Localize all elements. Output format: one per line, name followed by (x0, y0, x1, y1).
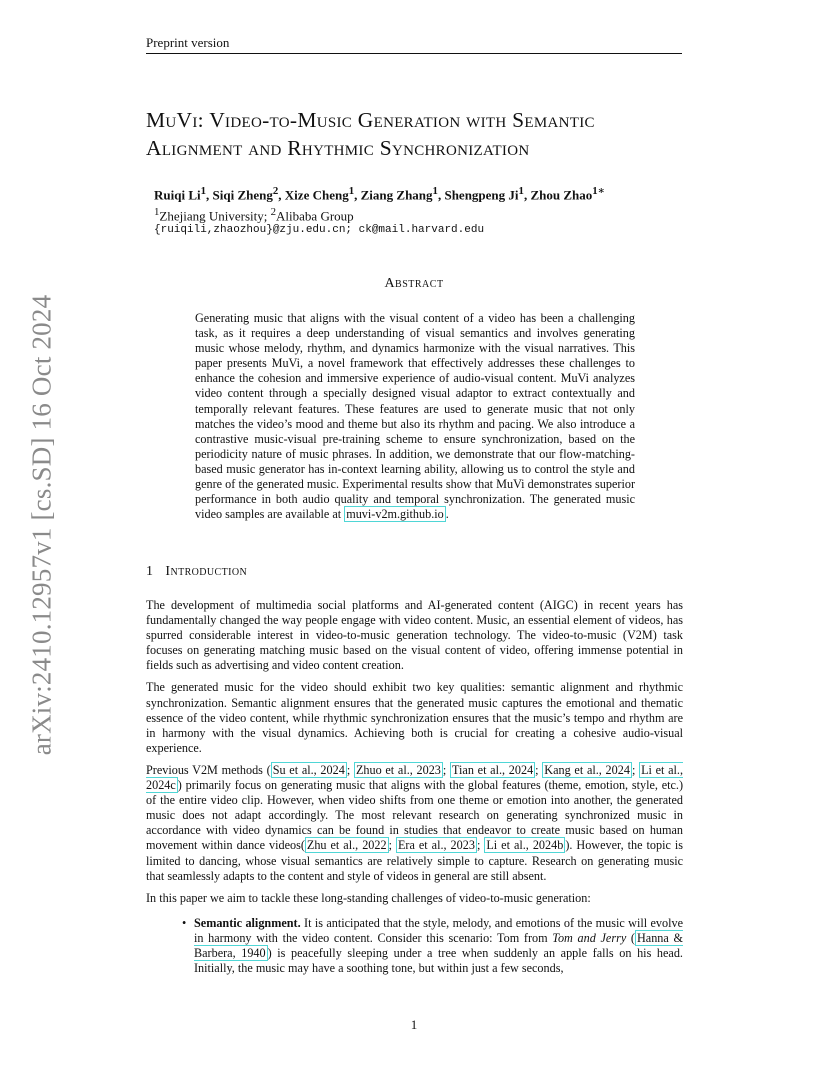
section-heading (146, 564, 247, 580)
bullet-label: Semantic alignment. (194, 915, 301, 930)
affil-mark: 2 (270, 206, 277, 218)
citation-separator: ; (476, 838, 485, 853)
affil-mark: 1 (154, 206, 160, 218)
citation-link[interactable]: Li et al., 2024b (486, 838, 564, 853)
author-affil-mark: 2 (272, 185, 279, 197)
section-body (146, 598, 683, 976)
author-affil-mark: 1∗ (592, 185, 606, 197)
section-title: Introduction (165, 564, 248, 579)
running-head: Preprint version (146, 35, 682, 54)
author-affil-mark: 1 (348, 185, 355, 197)
citation-link[interactable]: Zhuo et al., 2023 (355, 762, 441, 777)
bullet-text: ) is peacefully sleeping under a tree when suddenly an apple falls on his head. Initially, the music may have a soothing tone, but within just a few seconds, (194, 945, 683, 976)
section-number: 1 (146, 564, 154, 579)
paragraph (146, 763, 683, 884)
arxiv-stamp (22, 290, 62, 760)
bullet-text: ( (626, 930, 635, 945)
author-name: Ruiqi Li (154, 187, 201, 203)
author-name: Siqi Zheng (212, 187, 273, 203)
paragraph-text: ) primarily focus on generating music that aligns with the global features (theme, emotion, style, etc.) of the entire video clip. However, when video shifts from one theme or emotion into another, the generated music does not adapt accordingly. The most relevant research on generating synchronized music in accordance with video dynamics can be found in studies that endeavor to create music based on human movement within dance videos( (146, 778, 683, 853)
citation-link[interactable]: Era et al., 2023 (397, 838, 475, 853)
citation-link[interactable]: Su et al., 2024 (272, 762, 345, 777)
affiliation-1: Zhejiang University; (159, 208, 271, 224)
author-affil-mark: 1 (200, 185, 207, 197)
bullet-text: It is anticipated that the style, melody, and emotions of the music will evolve in harmony with the video content. Consider this scenario: Tom from (194, 915, 683, 945)
abstract-heading: Abstract (384, 276, 444, 291)
author-emails: {ruiqili,zhaozhou}@zju.edu.cn; ck@mail.harvard.edu (154, 224, 485, 236)
citation-link[interactable]: Li et al., 2024c (146, 762, 684, 793)
contribution-list (146, 916, 683, 976)
author-name: Xize Cheng (284, 187, 349, 203)
author-name: Ziang Zhang (360, 187, 433, 203)
author-affil-mark: 1 (432, 185, 438, 197)
citation-link[interactable]: Hanna & Barbera, 1940 (194, 930, 683, 960)
paragraph: In this paper we aim to tackle these long-standing challenges of video-to-music generation: (146, 890, 591, 905)
citation-link[interactable]: Kang et al., 2024 (544, 762, 630, 777)
author-affil-mark: 1 (518, 185, 524, 197)
project-link[interactable]: muvi-v2m.github.io (346, 507, 444, 522)
citation-separator: ; (631, 762, 640, 777)
abstract-text (195, 311, 635, 522)
work-title: Tom and Jerry (552, 930, 627, 945)
citation-link[interactable]: Tian et al., 2024 (452, 762, 534, 777)
paper-title: MuVi: Video-to-Music Generation with Semantic Alignment and Rhythmic Synchronization (146, 108, 595, 160)
author-list: Ruiqi Li$^1$, Siqi Zheng$^2$, Xize Cheng$^1$, Ziang Zhang$^1$, Shengpeng Ji$^1$, Zhou Zhao$^{1∗}$ (154, 185, 606, 203)
paragraph: The generated music for the video should exhibit two key qualities: semantic alignment and rhythmic synchronization. Semantic alignment ensures that the generated music captures the emotional and thematic essence of the video content, while rhythmic synchronization ensures that the music’s tempo and rhythm are in harmony with the visual dynamics. Achieving both is crucial for creating a cohesive audio-visual experience. (146, 680, 683, 755)
page-number: 1 (410, 1017, 418, 1032)
affiliations (154, 204, 354, 224)
citation-separator: ; (442, 762, 451, 777)
paragraph: The development of multimedia social platforms and AI-generated content (AIGC) in recent years has fundamentally changed the way people engage with video content. Music, an essential element of videos, has spurred considerable interest in video-to-music generation technology. The video-to-music (V2M) task focuses on generating matching music based on the visual content of video, offering immense potential in fields such as advertising and video content creation. (146, 598, 683, 673)
abstract-end: . (445, 507, 449, 522)
list-item (194, 916, 683, 976)
paragraph-text: Previous V2M methods ( (146, 762, 271, 777)
arxiv-stamp-text: arXiv:2410.12957v1 [cs.SD] 16 Oct 2024 (26, 294, 57, 756)
citation-separator: ; (535, 762, 543, 777)
affiliation-2: Alibaba Group (276, 208, 354, 224)
citation-separator: ; (388, 838, 396, 853)
abstract-body: Generating music that aligns with the visual content of a video has been a challenging task, as it requires a deep understanding of visual semantics and involves generating music whose melody, rhythm, and dynamics harmonize with the visual narratives. This paper presents MuVi, a novel framework that effectively addresses these challenges to enhance the cohesion and immersive experience of audio-visual content. MuVi analyzes video content through a specially designed visual adaptor to extract contextually and temporally relevant features. These features are used to generate music that not only matches the video’s mood and theme but also its rhythm and pacing. We also introduce a contrastive music-visual pre-training scheme to ensure synchronization, based on the periodicity nature of music phrases. In addition, we demonstrate that our flow-matching-based music generator has in-context learning ability, allowing us to control the style and genre of the generated music. Experimental results show that MuVi demonstrates superior performance in both audio quality and temporal synchronization. The generated music video samples are available at (195, 311, 635, 522)
author-name: Zhou Zhao (530, 187, 593, 203)
citation-link[interactable]: Zhu et al., 2022 (306, 838, 387, 853)
paragraph-text: ). However, the topic is limited to dancing, whose visual semantics are relatively simple to capture. Research on generating music that seamlessly adapts to the content and style of videos in general are still absent. (146, 838, 684, 883)
citation-separator: ; (346, 762, 354, 777)
author-name: Shengpeng Ji (444, 187, 519, 203)
